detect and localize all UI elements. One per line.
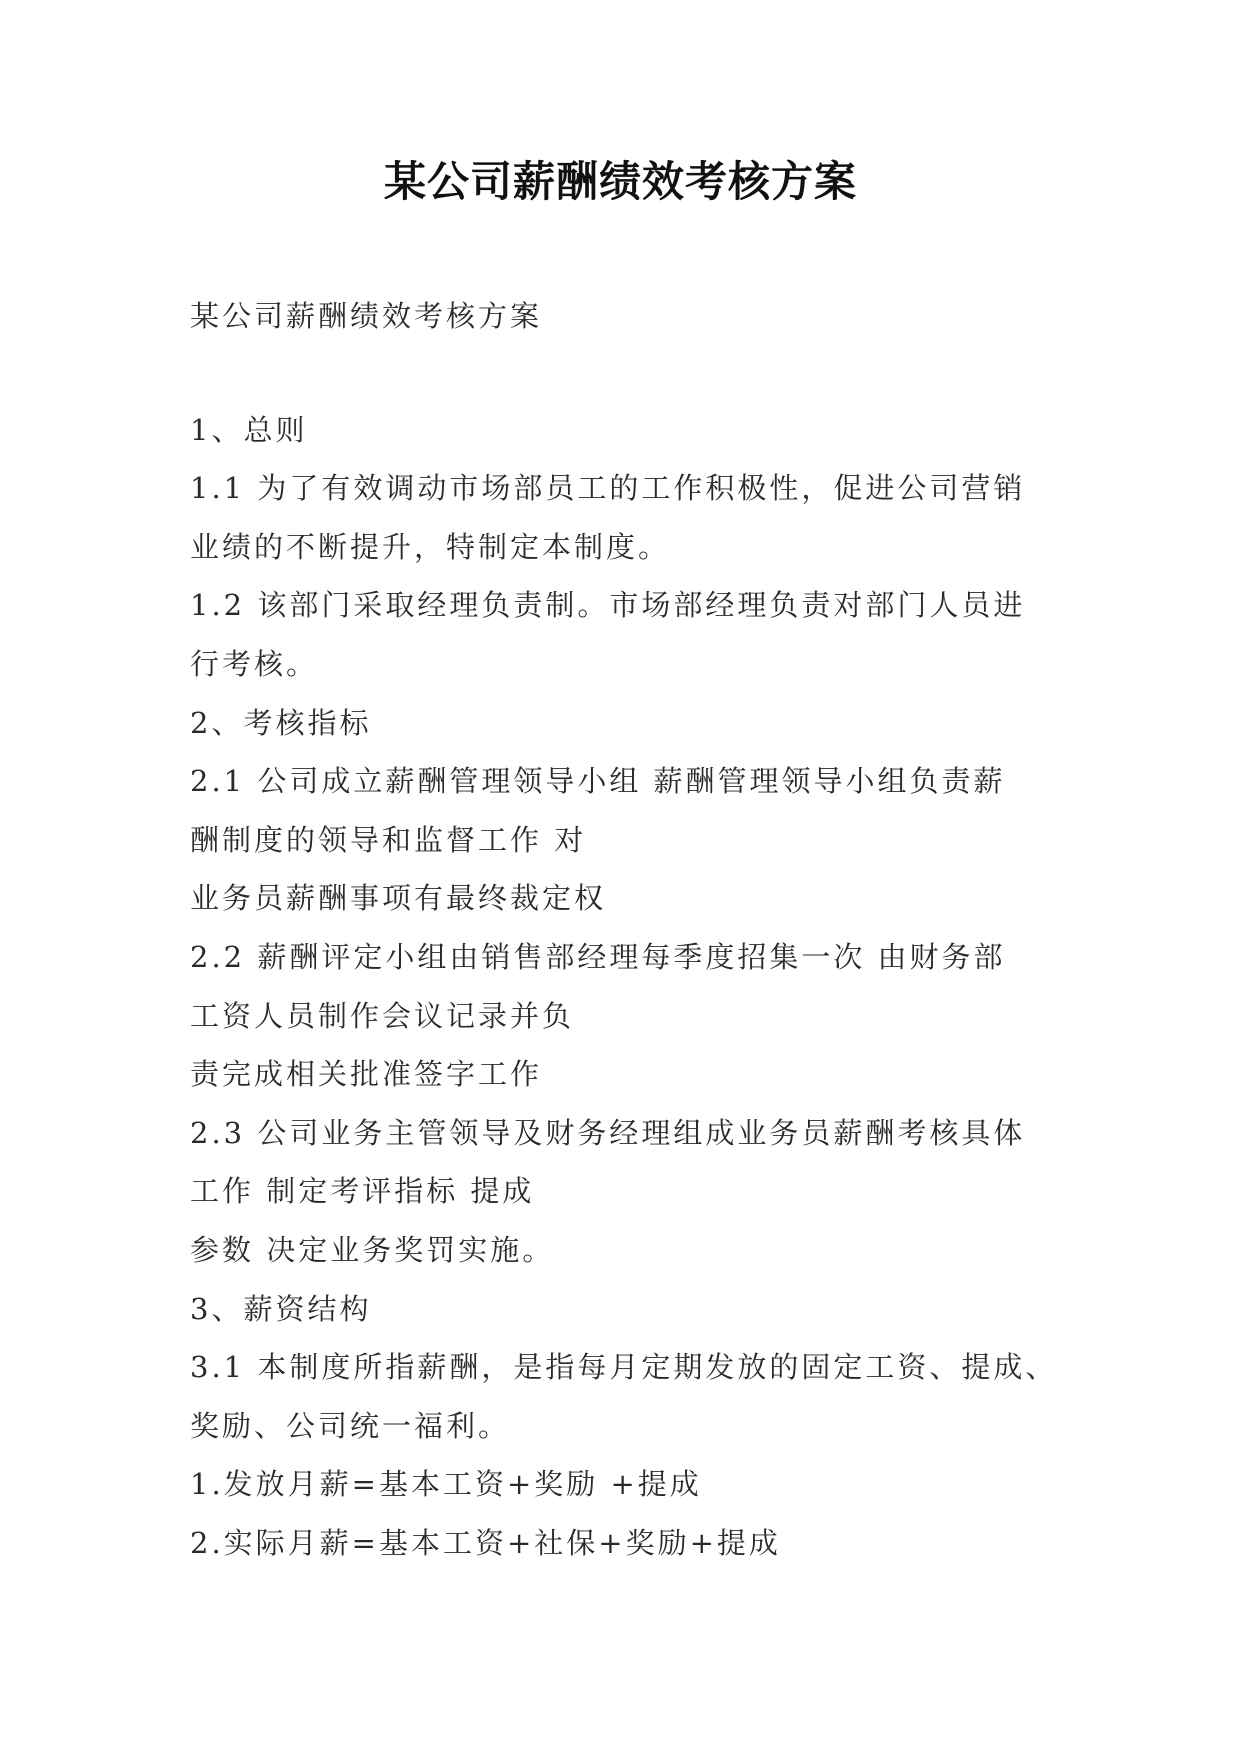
paragraph-line: 业务员薪酬事项有最终裁定权	[190, 881, 607, 916]
paragraph-line: 2.3 公司业务主管领导及财务经理组成业务员薪酬考核具体	[190, 1115, 1026, 1150]
document-body	[190, 287, 1090, 1572]
paragraph-line: 2.2 薪酬评定小组由销售部经理每季度招集一次 由财务部	[190, 939, 1006, 974]
section-heading-general: 1、总则	[190, 412, 308, 447]
paragraph-line: 业绩的不断提升，特制定本制度。	[190, 529, 671, 564]
paragraph-line: 3.1 本制度所指薪酬，是指每月定期发放的固定工资、提成、	[190, 1350, 1058, 1385]
section-heading-salary-structure: 3、薪资结构	[190, 1291, 372, 1326]
paragraph-line: 工作 制定考评指标 提成	[190, 1174, 535, 1209]
paragraph-line: 1.1 为了有效调动市场部员工的工作积极性，促进公司营销	[190, 471, 1026, 506]
paragraph-line: 奖励、公司统一福利。	[190, 1408, 511, 1443]
paragraph-line: 参数 决定业务奖罚实施。	[190, 1232, 555, 1267]
formula-line: 1.发放月薪=基本工资+奖励 +提成	[190, 1467, 702, 1502]
section-heading-indicators: 2、考核指标	[190, 705, 372, 740]
paragraph-line: 行考核。	[190, 646, 319, 681]
formula-line: 2.实际月薪=基本工资+社保+奖励+提成	[190, 1525, 781, 1560]
paragraph-line: 1.2 该部门采取经理负责制。市场部经理负责对部门人员进	[190, 588, 1026, 623]
paragraph-line: 2.1 公司成立薪酬管理领导小组 薪酬管理领导小组负责薪	[190, 764, 1006, 799]
paragraph-line: 酬制度的领导和监督工作 对	[190, 822, 587, 857]
document-title: 某公司薪酬绩效考核方案	[383, 157, 857, 206]
paragraph-line: 责完成相关批准签字工作	[190, 1057, 543, 1092]
document-subtitle: 某公司薪酬绩效考核方案	[190, 299, 543, 333]
paragraph-line: 工资人员制作会议记录并负	[190, 998, 575, 1033]
